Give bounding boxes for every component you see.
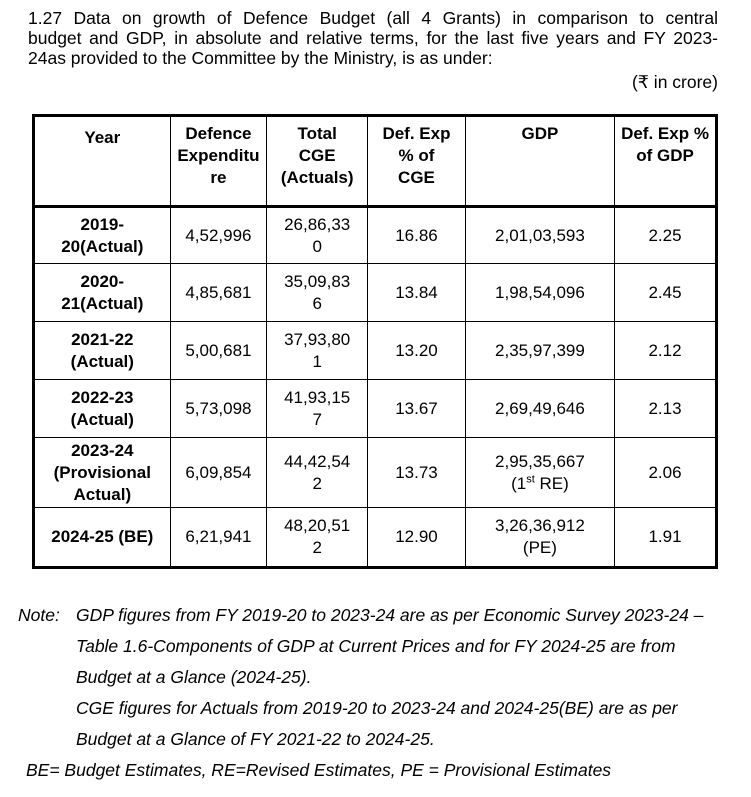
table-row	[34, 322, 717, 380]
cell-value: 13.20	[395, 340, 438, 360]
header-row	[34, 116, 717, 207]
def-exp-pct-cge-cell	[368, 438, 466, 508]
header-text: Def. Exp	[382, 124, 451, 143]
cell-value: 2	[312, 538, 322, 557]
cell-value: 5,73,098	[185, 398, 252, 418]
cell-value: 2.13	[648, 398, 682, 418]
header-text: GDP	[521, 124, 559, 143]
defence-expenditure-cell	[170, 508, 267, 568]
header-def-exp-pct-gdp	[615, 116, 717, 207]
defence-expenditure-cell	[170, 438, 267, 508]
def-exp-pct-cge-cell	[368, 322, 466, 380]
gdp-cell	[465, 508, 614, 568]
cell-value: 5,00,681	[185, 340, 252, 360]
table-row	[34, 438, 717, 508]
cell-value: 7	[312, 409, 322, 429]
note-line: Table 1.6-Components of GDP at Current Prices and for FY 2024-25 are from	[76, 636, 676, 656]
cell-value: 35,09,83	[284, 271, 351, 291]
def-exp-pct-gdp-cell	[615, 438, 717, 508]
header-text: Year	[84, 128, 121, 147]
abbreviations-line: BE= Budget Estimates, RE=Revised Estimates, PE = Provisional Estimates	[26, 760, 612, 780]
header-text: % of	[398, 146, 435, 165]
def-exp-pct-gdp-cell	[615, 264, 717, 322]
cell-value: 12.90	[395, 527, 438, 546]
year-cell	[34, 380, 171, 438]
total-cge-cell	[267, 264, 368, 322]
table-row	[34, 380, 717, 438]
unit-label: (₹ in crore)	[631, 72, 718, 92]
header-text: (Actuals)	[280, 168, 354, 187]
cell-value: 26,86,33	[284, 214, 351, 234]
def-exp-pct-cge-cell	[368, 508, 466, 568]
year-text: 2019-	[80, 214, 125, 234]
intro-paragraph	[28, 8, 718, 68]
cell-value: 2.25	[648, 225, 682, 245]
gdp-cell	[465, 438, 614, 508]
defence-expenditure-cell	[170, 322, 267, 380]
total-cge-cell	[267, 322, 368, 380]
cell-value: 1	[312, 351, 322, 371]
header-text: Def. Exp %	[621, 124, 709, 143]
year-text: 2020-	[80, 271, 125, 291]
cell-value: 2.06	[648, 462, 682, 482]
year-text: Actual)	[73, 484, 132, 504]
cell-value: 2,35,97,399	[495, 340, 585, 360]
cell-value: 2,01,03,593	[495, 225, 585, 245]
cell-value: 13.84	[395, 282, 438, 302]
total-cge-cell	[267, 207, 368, 264]
note-line: CGE figures for Actuals from 2019-20 to 2023-24 and 2024-25(BE) are as per	[76, 698, 678, 718]
cell-value: 48,20,51	[284, 516, 351, 535]
gdp-note: (1st RE)	[511, 472, 569, 493]
defence-budget-table	[32, 114, 718, 569]
year-text: 2021-22	[71, 329, 134, 349]
cell-value: 37,93,80	[284, 329, 351, 349]
note-label: Note:	[18, 605, 60, 625]
year-cell	[34, 508, 171, 568]
header-defence-expenditure	[170, 116, 267, 207]
cell-value: 0	[312, 236, 322, 256]
note-line: Budget at a Glance (2024-25).	[76, 667, 312, 687]
header-text: Total	[297, 124, 337, 143]
year-text: (Actual)	[70, 409, 134, 429]
cell-value: 4,52,996	[185, 225, 252, 245]
table-body	[34, 207, 717, 568]
cell-value: 2.12	[648, 340, 682, 360]
def-exp-pct-cge-cell	[368, 207, 466, 264]
year-text: 20(Actual)	[61, 236, 144, 256]
intro-line: budget and GDP, in absolute and relative terms, for the last five years and FY 2023-	[28, 28, 718, 48]
cell-value: 4,85,681	[185, 282, 252, 302]
cell-value: 13.67	[395, 398, 438, 418]
cell-value: 44,42,54	[284, 451, 351, 471]
year-text: 2022-23	[71, 387, 134, 407]
def-exp-pct-gdp-cell	[615, 207, 717, 264]
notes-section	[18, 600, 738, 786]
header-text: Defence	[185, 124, 252, 143]
cell-value: 6,21,941	[185, 527, 252, 546]
gdp-cell	[465, 207, 614, 264]
header-text: CGE	[298, 146, 336, 165]
year-text: 2024-25 (BE)	[51, 527, 154, 546]
header-gdp	[465, 116, 614, 207]
table-row	[34, 508, 717, 568]
def-exp-pct-cge-cell	[368, 380, 466, 438]
def-exp-pct-gdp-cell	[615, 508, 717, 568]
defence-expenditure-cell	[170, 264, 267, 322]
cell-value: 6	[312, 293, 322, 313]
year-text: (Actual)	[70, 351, 134, 371]
total-cge-cell	[267, 380, 368, 438]
header-text: re	[210, 168, 227, 187]
def-exp-pct-cge-cell	[368, 264, 466, 322]
header-def-exp-pct-cge	[368, 116, 466, 207]
gdp-cell	[465, 380, 614, 438]
header-text: of GDP	[636, 146, 694, 165]
defence-expenditure-cell	[170, 380, 267, 438]
header-text: CGE	[398, 168, 435, 187]
cell-value: 41,93,15	[284, 387, 351, 407]
year-cell	[34, 207, 171, 264]
table-row	[34, 207, 717, 264]
year-text: 2023-24	[71, 440, 134, 460]
intro-line: 1.27 Data on growth of Defence Budget (all 4 Grants) in comparison to central	[28, 8, 718, 28]
note-line: GDP figures from FY 2019-20 to 2023-24 are as per Economic Survey 2023-24 –	[76, 605, 704, 625]
year-text: (Provisional	[53, 462, 151, 482]
year-cell	[34, 322, 171, 380]
year-cell	[34, 264, 171, 322]
cell-value: 2,95,35,667	[495, 451, 585, 471]
cell-value: 13.73	[395, 462, 438, 482]
cell-value: 1,98,54,096	[495, 282, 585, 302]
defence-expenditure-cell	[170, 207, 267, 264]
cell-value: (PE)	[522, 538, 557, 557]
cell-value: 3,26,36,912	[495, 516, 585, 535]
intro-line: 24as provided to the Committee by the Ministry, is as under:	[28, 48, 493, 68]
year-text: 21(Actual)	[61, 293, 144, 313]
def-exp-pct-gdp-cell	[615, 322, 717, 380]
table-row	[34, 264, 717, 322]
cell-value: 6,09,854	[185, 462, 252, 482]
gdp-cell	[465, 322, 614, 380]
header-total-cge	[267, 116, 368, 207]
note-line: Budget at a Glance of FY 2021-22 to 2024-25.	[76, 729, 435, 749]
cell-value: 1.91	[648, 527, 682, 546]
header-year	[34, 116, 171, 207]
gdp-cell	[465, 264, 614, 322]
cell-value: 2	[312, 473, 322, 493]
gdp-note-sup: st	[526, 472, 535, 485]
cell-value: 2.45	[648, 282, 682, 302]
total-cge-cell	[267, 508, 368, 568]
cell-value: 16.86	[395, 225, 438, 245]
cell-value: 2,69,49,646	[495, 398, 585, 418]
year-cell	[34, 438, 171, 508]
total-cge-cell	[267, 438, 368, 508]
def-exp-pct-gdp-cell	[615, 380, 717, 438]
header-text: Expenditu	[177, 146, 260, 165]
